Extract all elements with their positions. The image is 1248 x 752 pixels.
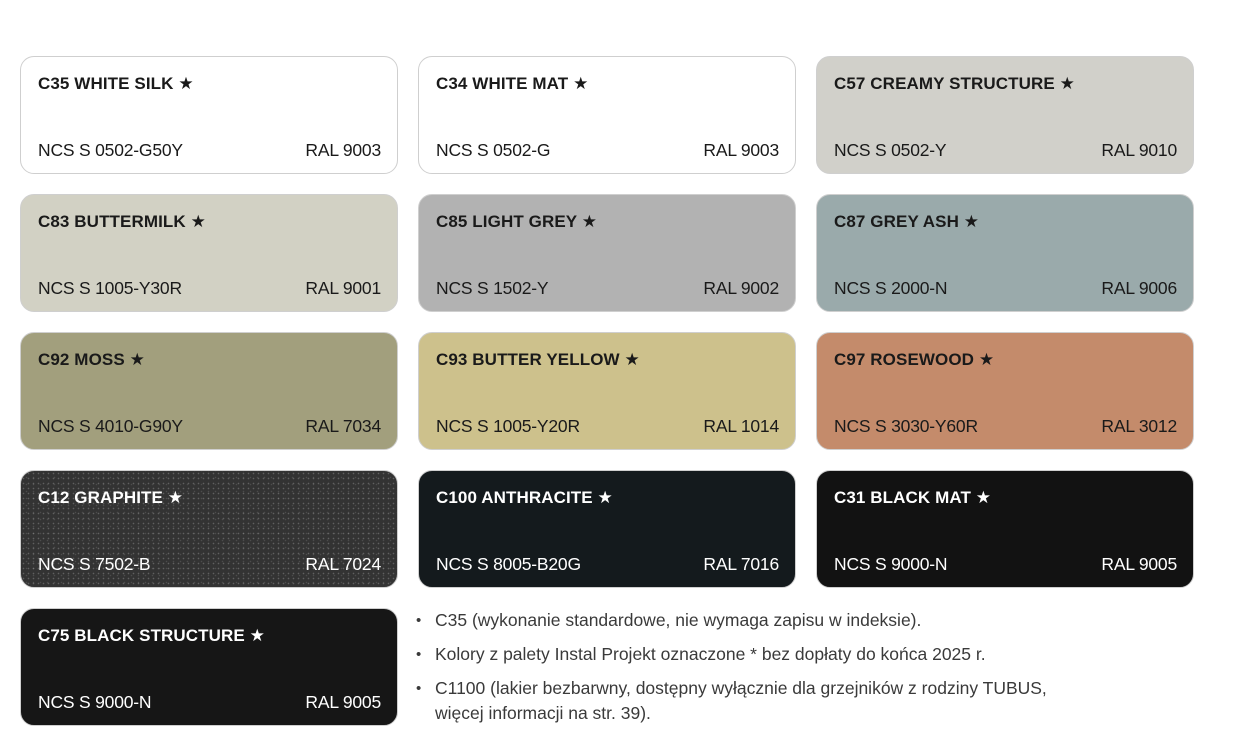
swatch-ral-code: RAL 9005 (305, 692, 381, 712)
swatch-ncs-code: NCS S 3030-Y60R (834, 416, 978, 436)
swatch-c34-white-mat (418, 56, 796, 174)
note-item (416, 642, 1116, 667)
swatch-ncs-code: NCS S 1502-Y (436, 278, 549, 298)
swatch-name: C83 BUTTERMILK ★ (38, 212, 206, 231)
swatch-ncs-code: NCS S 1005-Y30R (38, 278, 182, 298)
bullet-icon: • (416, 646, 422, 663)
swatch-ral-code: RAL 1014 (703, 416, 779, 436)
swatch-ral-code: RAL 7034 (305, 416, 381, 436)
swatch-ncs-code: NCS S 0502-G (436, 140, 551, 160)
swatch-c100-anthracite (418, 470, 796, 588)
swatch-name: C35 WHITE SILK ★ (38, 74, 194, 93)
swatch-name: C87 GREY ASH ★ (834, 212, 980, 231)
swatch-c97-rosewood (816, 332, 1194, 450)
swatch-name: C75 BLACK STRUCTURE ★ (38, 626, 266, 645)
swatch-ral-code: RAL 9003 (703, 140, 779, 160)
swatch-name: C85 LIGHT GREY ★ (436, 212, 598, 231)
swatch-ral-code: RAL 9005 (1101, 554, 1177, 574)
swatch-ral-code: RAL 9010 (1101, 140, 1177, 160)
swatch-c92-moss (20, 332, 398, 450)
swatch-c93-butter-yellow (418, 332, 796, 450)
swatch-name: C12 GRAPHITE ★ (38, 488, 184, 507)
swatch-name: C31 BLACK MAT ★ (834, 488, 992, 507)
note-text: C1100 (lakier bezbarwny, dostępny wyłącznie dla grzejników z rodziny TUBUS, więcej informacji na str. 39). (435, 678, 1047, 723)
swatch-ral-code: RAL 7024 (305, 554, 381, 574)
swatch-ncs-code: NCS S 2000-N (834, 278, 948, 298)
swatch-ncs-code: NCS S 0502-Y (834, 140, 947, 160)
note-item (416, 608, 1116, 633)
swatch-c83-buttermilk (20, 194, 398, 312)
swatch-name: C100 ANTHRACITE ★ (436, 488, 613, 507)
note-text: C35 (wykonanie standardowe, nie wymaga zapisu w indeksie). (435, 610, 922, 630)
swatch-name: C57 CREAMY STRUCTURE ★ (834, 74, 1075, 93)
swatch-ncs-code: NCS S 1005-Y20R (436, 416, 580, 436)
swatch-c31-black-mat (816, 470, 1194, 588)
swatch-c35-white-silk (20, 56, 398, 174)
swatch-name: C34 WHITE MAT ★ (436, 74, 589, 93)
swatch-ncs-code: NCS S 4010-G90Y (38, 416, 183, 436)
swatch-c87-grey-ash (816, 194, 1194, 312)
swatch-ncs-code: NCS S 8005-B20G (436, 554, 581, 574)
note-item (416, 676, 1116, 726)
note-text: Kolory z palety Instal Projekt oznaczone * bez dopłaty do końca 2025 r. (435, 644, 986, 664)
bullet-icon: • (416, 680, 422, 697)
swatch-ncs-code: NCS S 9000-N (38, 692, 152, 712)
swatch-c75-black-structure (20, 608, 398, 726)
swatch-ral-code: RAL 9006 (1101, 278, 1177, 298)
swatch-name: C97 ROSEWOOD ★ (834, 350, 995, 369)
swatch-c12-graphite (20, 470, 398, 588)
swatch-ncs-code: NCS S 7502-B (38, 554, 151, 574)
swatch-ral-code: RAL 7016 (703, 554, 779, 574)
swatch-ral-code: RAL 9001 (305, 278, 381, 298)
swatch-c85-light-grey (418, 194, 796, 312)
swatch-name: C92 MOSS ★ (38, 350, 145, 369)
swatch-ncs-code: NCS S 9000-N (834, 554, 948, 574)
swatch-ral-code: RAL 9003 (305, 140, 381, 160)
bullet-icon: • (416, 612, 422, 629)
swatch-ral-code: RAL 3012 (1101, 416, 1177, 436)
swatch-ncs-code: NCS S 0502-G50Y (38, 140, 183, 160)
swatch-name: C93 BUTTER YELLOW ★ (436, 350, 640, 369)
swatch-c57-creamy-structure (816, 56, 1194, 174)
notes-list (416, 608, 1116, 735)
swatch-ral-code: RAL 9002 (703, 278, 779, 298)
